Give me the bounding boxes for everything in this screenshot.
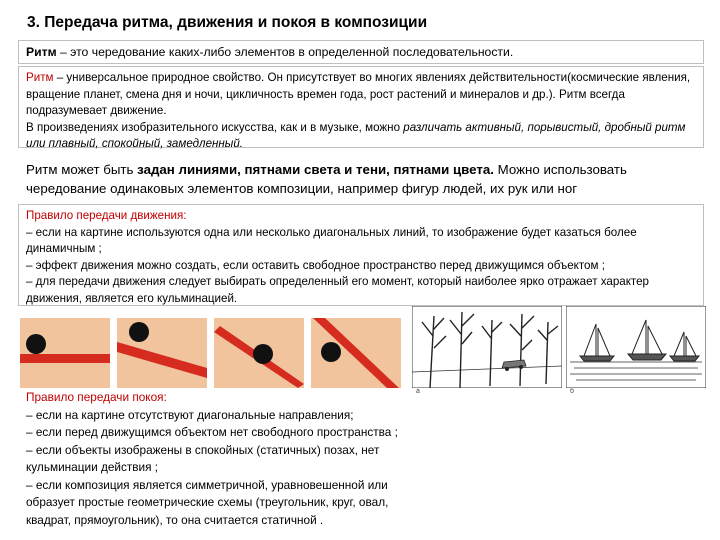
rhythm-term: Ритм xyxy=(26,71,54,84)
rhythm-line2: В произведениях изобразительного искусства, как и в музыке, можно xyxy=(26,120,404,134)
rhythm-paragraph xyxy=(26,70,698,153)
slight-diagonal-line xyxy=(117,342,207,378)
rhythm-line2-italic: различать активный, порывистый, дробный ритм или плавный, спокойный, замедленный. xyxy=(26,120,686,150)
rest-rules-heading: Правило передачи покоя: xyxy=(26,390,167,404)
caption-a: а xyxy=(416,388,420,395)
tile-steep-svg xyxy=(311,318,401,388)
horizontal-line xyxy=(20,354,110,363)
rest-rules xyxy=(26,389,436,529)
motion-rule-item: – эффект движения можно создать, если оставить свободное пространство перед движущимся объектом ; xyxy=(26,258,605,272)
motion-rules-heading: Правило передачи движения: xyxy=(26,209,187,222)
motion-rule-item: – если на картине используются одна или несколько диагональных линий, то изображение будет казаться более динамичным ; xyxy=(26,225,637,255)
tile-medium-diagonal xyxy=(214,318,304,388)
rest-rule-item: – если на картине отсутствуют диагональные направления; xyxy=(26,407,354,422)
definition-term: Ритм xyxy=(26,45,57,59)
ball xyxy=(129,322,149,342)
definition-text xyxy=(26,45,513,59)
tile-static-svg xyxy=(20,318,110,388)
trees-illustration xyxy=(412,306,562,388)
page-title: 3. Передача ритма, движения и покоя в композиции xyxy=(27,14,428,31)
ball xyxy=(321,342,341,362)
rest-rule-item: – если перед движущимся объектом нет свободного пространства ; xyxy=(26,425,398,439)
tile-medium-svg xyxy=(214,318,304,388)
motion-rules xyxy=(26,208,700,307)
rhythm-means-paragraph xyxy=(26,160,706,198)
motion-rule-item: – для передачи движения следует выбирать определенный его момент, который наиболее ярко отражает характер движения, является его кульминацией. xyxy=(26,275,650,305)
rest-rule-item: – если композиция является симметричной, уравновешенной или образует простые геометрические схемы (треугольник, круг, овал, квадрат, прямоугольник), то она считается статичной . xyxy=(26,477,389,527)
ball xyxy=(253,344,273,364)
ball xyxy=(26,334,46,354)
rhythm-means-bold: задан линиями, пятнами света и тени, пятнами цвета. xyxy=(137,162,494,177)
rhythm-means-part1: Ритм может быть xyxy=(26,162,138,177)
tile-steep-diagonal xyxy=(311,318,401,388)
caption-b: б xyxy=(570,388,575,395)
tile-slight-svg xyxy=(117,318,207,388)
rest-rule-item: – если объекты изображены в спокойных (статичных) позах, нет кульминации действия ; xyxy=(26,442,380,474)
tile-static-horizontal xyxy=(20,318,110,388)
sailboats-illustration xyxy=(566,306,706,388)
rhythm-means-part2: Можно использовать чередование одинаковых элементов композиции, например фигур людей, их рук или ног xyxy=(26,162,627,196)
definition-body: – это чередование каких-либо элементов в определенной последовательности. xyxy=(56,45,514,59)
rhythm-line1: – универсальное природное свойство. Он присутствует во многих явлениях действительности(космические явления, вращение планет, смена дня и ночи, цикличность времен года, рост растений и минералов и др.). Ритм всегда подразумевает движение. xyxy=(26,71,691,117)
tile-slight-diagonal xyxy=(117,318,207,388)
